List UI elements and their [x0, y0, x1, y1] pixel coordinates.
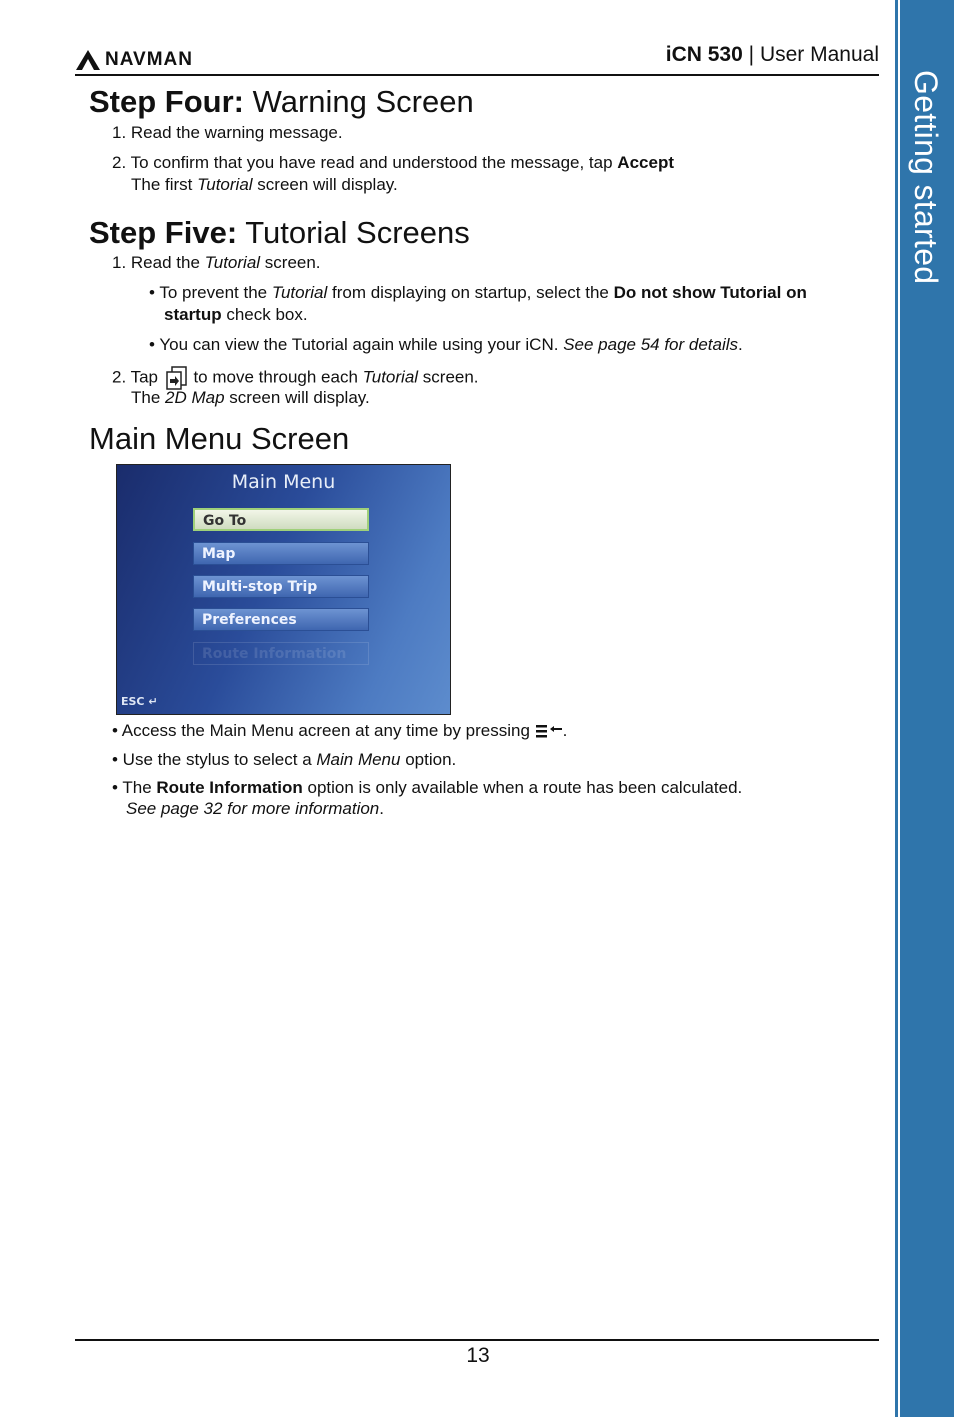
menu-option-route-information: Route Information	[193, 642, 369, 665]
heading-step-four: Step Four: Warning Screen	[89, 84, 474, 119]
manual-title	[666, 43, 879, 67]
main-menu-bullet-1: • Access the Main Menu acreen at any time by pressing .	[112, 721, 568, 740]
page-header	[75, 40, 879, 76]
navman-logo	[75, 48, 193, 72]
step-five-bullet-1-cont: startup check box.	[164, 305, 308, 324]
step-four-item-2-note: The first Tutorial screen will display.	[131, 175, 398, 194]
step-five-bullet-2: • You can view the Tutorial again while using your iCN. See page 54 for details.	[149, 335, 743, 354]
esc-button: ESC ↵	[121, 695, 158, 708]
main-menu-bullet-2: • Use the stylus to select a Main Menu option.	[112, 750, 457, 769]
return-arrow-icon: ↵	[148, 695, 158, 708]
side-tab	[895, 0, 954, 1417]
step-five-item-2-note: The 2D Map screen will display.	[131, 388, 370, 407]
menu-key-icon	[535, 723, 563, 741]
step-five-item-1: 1. Read the Tutorial screen.	[112, 253, 321, 272]
main-menu-bullet-3-note: See page 32 for more information.	[126, 799, 384, 818]
navman-logo-icon	[75, 49, 101, 71]
menu-option-go-to: Go To	[193, 508, 369, 531]
manual-label: User Manual	[759, 43, 879, 66]
screen-title: Main Menu	[231, 471, 336, 493]
heading-main-menu: Main Menu Screen	[89, 421, 350, 456]
step-four-item-2: 2. To confirm that you have read and understood the message, tap Accept	[112, 153, 674, 172]
step-five-bullet-1: • To prevent the Tutorial from displaying on startup, select the Do not show Tutorial on	[149, 283, 807, 302]
main-menu-screenshot	[116, 464, 451, 715]
product-name: iCN 530	[665, 43, 743, 66]
step-four-item-1: 1. Read the warning message.	[112, 123, 343, 142]
menu-option-multi-stop-trip: Multi-stop Trip	[193, 575, 369, 598]
header-separator: |	[748, 43, 755, 66]
main-menu-bullet-3: • The Route Information option is only available when a route has been calculated.	[112, 778, 743, 797]
menu-option-map: Map	[193, 542, 369, 565]
page-number: 13	[466, 1344, 490, 1367]
step-five-item-2: 2. Tap to move through each Tutorial screen.	[112, 365, 479, 391]
side-tab-label: Getting started	[908, 70, 944, 285]
brand-name: NAVMAN	[105, 49, 193, 70]
menu-option-preferences: Preferences	[193, 608, 369, 631]
footer-rule	[75, 1339, 879, 1341]
heading-step-five: Step Five: Tutorial Screens	[89, 215, 470, 250]
